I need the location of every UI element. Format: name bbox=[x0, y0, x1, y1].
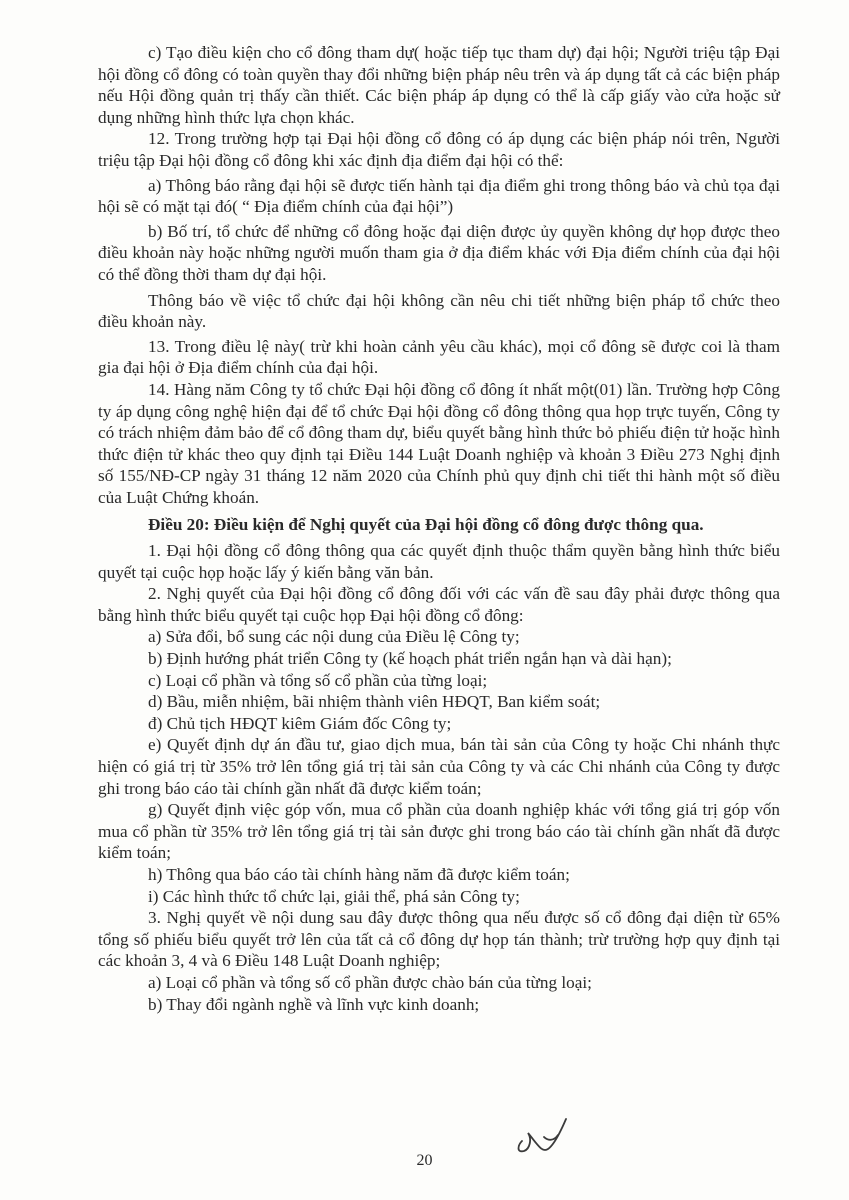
paragraph: g) Quyết định việc góp vốn, mua cổ phần của doanh nghiệp khác với tổng giá trị góp vốn mua cổ phần từ 35% trở lên tổng giá trị tài sản được ghi trong báo cáo tài chính gần nhất đã được kiểm toán; bbox=[98, 800, 780, 863]
paragraph: e) Quyết định dự án đầu tư, giao dịch mua, bán tài sản của Công ty hoặc Chi nhánh thực hiện có giá trị từ 35% trở lên tổng giá trị tài sản của Công ty và các Chi nhánh của Công ty được ghi trong báo cáo tài chính gần nhất đã được kiểm toán; bbox=[98, 735, 780, 798]
paragraph: b) Định hướng phát triển Công ty (kế hoạch phát triển ngắn hạn và dài hạn); bbox=[148, 649, 672, 669]
paragraph: h) Thông qua báo cáo tài chính hàng năm đã được kiểm toán; bbox=[148, 864, 570, 884]
paragraph: c) Loại cổ phần và tổng số cổ phần của từng loại; bbox=[148, 670, 488, 690]
paragraph: a) Sửa đổi, bổ sung các nội dung của Điều lệ Công ty; bbox=[148, 627, 520, 647]
paragraph: d) Bầu, miễn nhiệm, bãi nhiệm thành viên HĐQT, Ban kiểm soát; bbox=[148, 692, 601, 712]
paragraph: 1. Đại hội đồng cổ đông thông qua các quyết định thuộc thẩm quyền bằng hình thức biểu quyết tại cuộc họp hoặc lấy ý kiến bằng văn bản. bbox=[98, 541, 780, 582]
paragraph: 14. Hàng năm Công ty tổ chức Đại hội đồng cổ đông ít nhất một(01) lần. Trường hợp Công ty áp dụng công nghệ hiện đại để tổ chức Đại hội đồng cổ đông thông qua họp trực tuyến, Công ty có trách nhiệm đảm bảo để cổ đông tham dự, biểu quyết bằng hình thức bỏ phiếu điện tử hoặc hình thức điện tử khác theo quy định tại Điều 144 Luật Doanh nghiệp và khoản 3 Điều 273 Nghị định số 155/NĐ-CP ngày 31 tháng 12 năm 2020 của Chính phủ quy định chi tiết thi hành một số điều của Luật Chứng khoán. bbox=[98, 379, 780, 507]
paragraph: 12. Trong trường hợp tại Đại hội đồng cổ đông có áp dụng các biện pháp nói trên, Người triệu tập Đại hội đồng cổ đông khi xác định địa điểm đại hội có thể: bbox=[98, 129, 780, 170]
paragraph: 13. Trong điều lệ này( trừ khi hoàn cảnh yêu cầu khác), mọi cổ đông sẽ được coi là tham gia đại hội ở Địa điểm chính của đại hội. bbox=[98, 336, 780, 378]
section-heading: Điều 20: Điều kiện để Nghị quyết của Đại hội đồng cổ đông được thông qua. bbox=[148, 515, 704, 535]
page-number: 20 bbox=[416, 1152, 433, 1169]
paragraph: a) Loại cổ phần và tổng số cổ phần được chào bán của từng loại; bbox=[148, 972, 592, 992]
paragraph: c) Tạo điều kiện cho cổ đông tham dự( hoặc tiếp tục tham dự) đại hội; Người triệu tập Đại hội đồng cổ đông có toàn quyền thay đổi những biện pháp nêu trên và áp dụng tất cả các biện pháp nếu Hội đồng quản trị thấy cần thiết. Các biện pháp áp dụng có thể là cấp giấy vào cửa hoặc sử dụng những hình thức lựa chọn khác. bbox=[98, 43, 780, 127]
paragraph: đ) Chủ tịch HĐQT kiêm Giám đốc Công ty; bbox=[148, 713, 452, 733]
document-body bbox=[98, 42, 780, 1015]
paragraph: b) Thay đổi ngành nghề và lĩnh vực kinh doanh; bbox=[148, 994, 480, 1014]
paragraph: i) Các hình thức tổ chức lại, giải thể, phá sản Công ty; bbox=[148, 886, 520, 906]
paragraph: a) Thông báo rằng đại hội sẽ được tiến hành tại địa điểm ghi trong thông báo và chủ tọa đại hội sẽ có mặt tại đó( “ Địa điểm chính của đại hội”) bbox=[98, 175, 780, 217]
paragraph: Thông báo về việc tổ chức đại hội không cần nêu chi tiết những biện pháp tổ chức theo điều khoản này. bbox=[98, 290, 780, 332]
paragraph: 3. Nghị quyết về nội dung sau đây được thông qua nếu được số cổ đông đại diện từ 65% tổng số phiếu biểu quyết trở lên của tất cả cổ đông dự họp tán thành; trừ trường hợp quy định tại các khoản 3, 4 và 6 Điều 148 Luật Doanh nghiệp; bbox=[98, 908, 780, 971]
paragraph: 2. Nghị quyết của Đại hội đồng cổ đông đối với các vấn đề sau đây phải được thông qua bằng hình thức biểu quyết tại cuộc họp Đại hội đồng cổ đông: bbox=[98, 584, 780, 625]
paragraph: b) Bố trí, tổ chức để những cổ đông hoặc đại diện được ủy quyền không dự họp được theo điều khoản này hoặc những người muốn tham gia ở địa điểm khác với Địa điểm chính của đại hội có thể đồng thời tham dự đại hội. bbox=[98, 221, 780, 284]
